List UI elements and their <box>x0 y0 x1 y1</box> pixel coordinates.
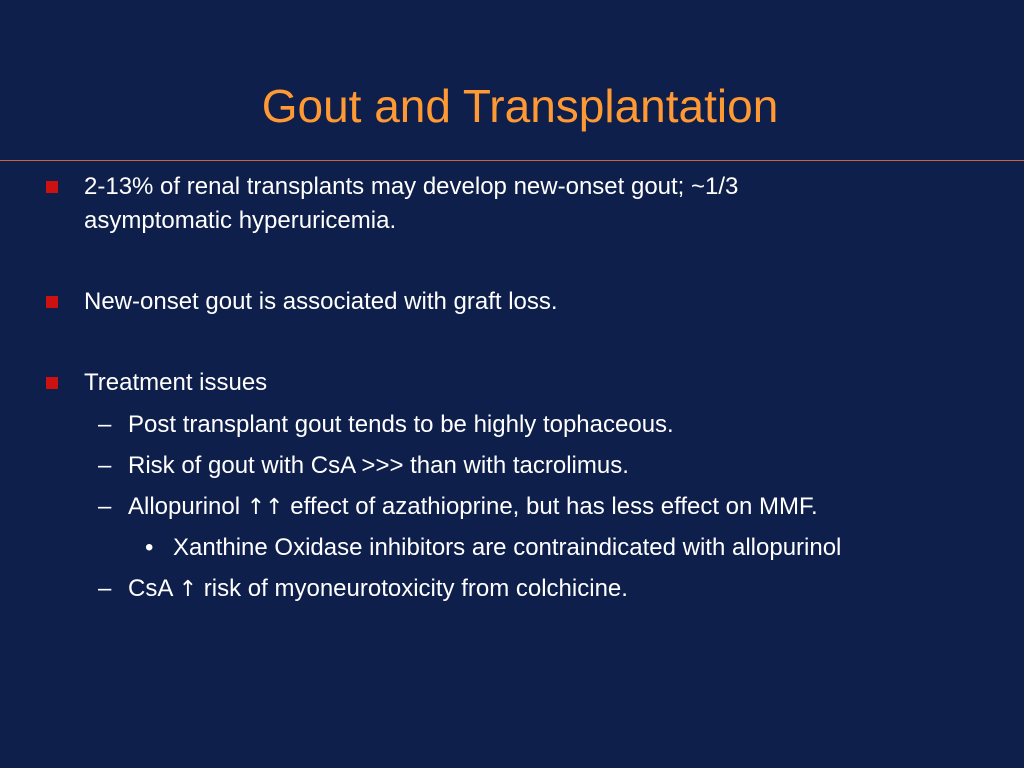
bullet-point-2 <box>84 285 984 319</box>
up-arrow-icon: ↑ <box>178 577 198 602</box>
subpoint-3-text-before: Allopurinol <box>128 493 241 520</box>
subpoint-3-text-after: effect of azathioprine, but has less effect on MMF. <box>290 493 818 520</box>
dash-bullet-icon: – <box>98 575 112 602</box>
subpoint-4-text-before: CsA <box>128 575 173 602</box>
bullet-point-1-line-1: 2-13% of renal transplants may develop new-onset gout; ~1/3 <box>84 173 739 200</box>
subpoint-1 <box>98 408 1008 442</box>
subpoint-4 <box>98 572 1008 607</box>
bullet-point-3 <box>84 366 984 400</box>
subpoint-4-text-after: risk of myoneurotoxicity from colchicine. <box>203 575 628 602</box>
bullet-point-1 <box>84 170 984 238</box>
dash-bullet-icon: – <box>98 493 112 520</box>
subpoint-3 <box>98 490 1008 525</box>
subpoint-2 <box>98 449 1008 483</box>
bullet-point-3-text: Treatment issues <box>84 369 268 396</box>
dot-bullet-icon: • <box>145 534 154 561</box>
up-arrow-icon: ↑↑ <box>246 495 284 520</box>
slide-title: Gout and Transplantation <box>261 80 779 132</box>
dash-bullet-icon: – <box>98 452 112 479</box>
square-bullet-icon <box>46 377 58 389</box>
sub-subpoint-1 <box>145 531 1013 565</box>
dash-bullet-icon: – <box>98 411 112 438</box>
square-bullet-icon <box>46 296 58 308</box>
square-bullet-icon <box>46 181 58 193</box>
bullet-point-1-line-2: asymptomatic hyperuricemia. <box>84 207 397 234</box>
title-divider <box>0 160 1024 161</box>
subpoint-2-text: Risk of gout with CsA >>> than with tacrolimus. <box>128 452 629 479</box>
subpoint-1-text: Post transplant gout tends to be highly tophaceous. <box>128 411 674 438</box>
bullet-point-2-text: New-onset gout is associated with graft loss. <box>84 288 558 315</box>
sub-subpoint-1-text: Xanthine Oxidase inhibitors are contraindicated with allopurinol <box>173 534 842 561</box>
